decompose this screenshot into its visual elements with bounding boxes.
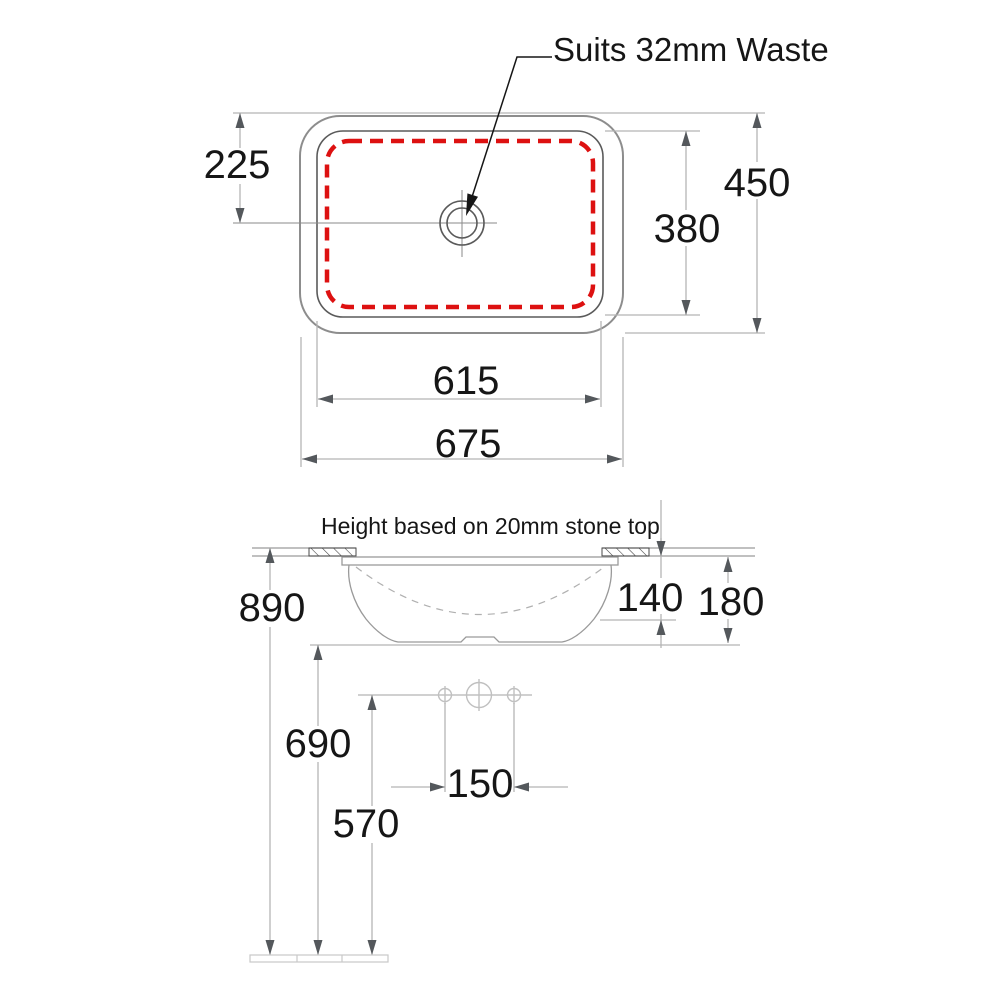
stone-section-hatch-right: [602, 548, 649, 556]
bowl-outer-profile: [349, 565, 612, 642]
bowl-inner-edge: [317, 131, 603, 317]
dim-label-380: 380: [653, 207, 721, 251]
waste-note-label: Suits 32mm Waste: [553, 31, 829, 68]
bowl-inner-profile-dashed: [356, 567, 604, 615]
dim-label-570: 570: [332, 802, 400, 846]
leader-line: [472, 57, 552, 197]
stone-section-hatch-left: [309, 548, 356, 556]
dim-fixing-hole-centres: [391, 762, 568, 806]
dim-label-890: 890: [238, 586, 306, 630]
dim-underside-height: [285, 645, 352, 955]
dim-label-150: 150: [446, 762, 514, 806]
floor-line: [250, 955, 388, 962]
dim-overall-height: [698, 557, 765, 643]
dim-label-675: 675: [434, 422, 502, 466]
plan-view: [204, 31, 829, 467]
dim-rim-to-waste-centre: [204, 113, 271, 223]
stone-top: [252, 548, 755, 556]
cutout-template-line: [327, 141, 593, 307]
dim-label-615: 615: [432, 359, 500, 403]
basin-rim-flange: [342, 557, 618, 565]
dim-label-180: 180: [697, 580, 765, 624]
basin-section-profile: [342, 557, 618, 642]
dim-label-225: 225: [203, 143, 271, 187]
dim-label-450: 450: [723, 161, 791, 205]
section-view: [252, 500, 764, 648]
dim-label-140: 140: [616, 576, 684, 620]
waste-hole: [233, 190, 497, 257]
dim-label-690: 690: [284, 722, 352, 766]
stone-top-note: Height based on 20mm stone top: [321, 513, 660, 539]
